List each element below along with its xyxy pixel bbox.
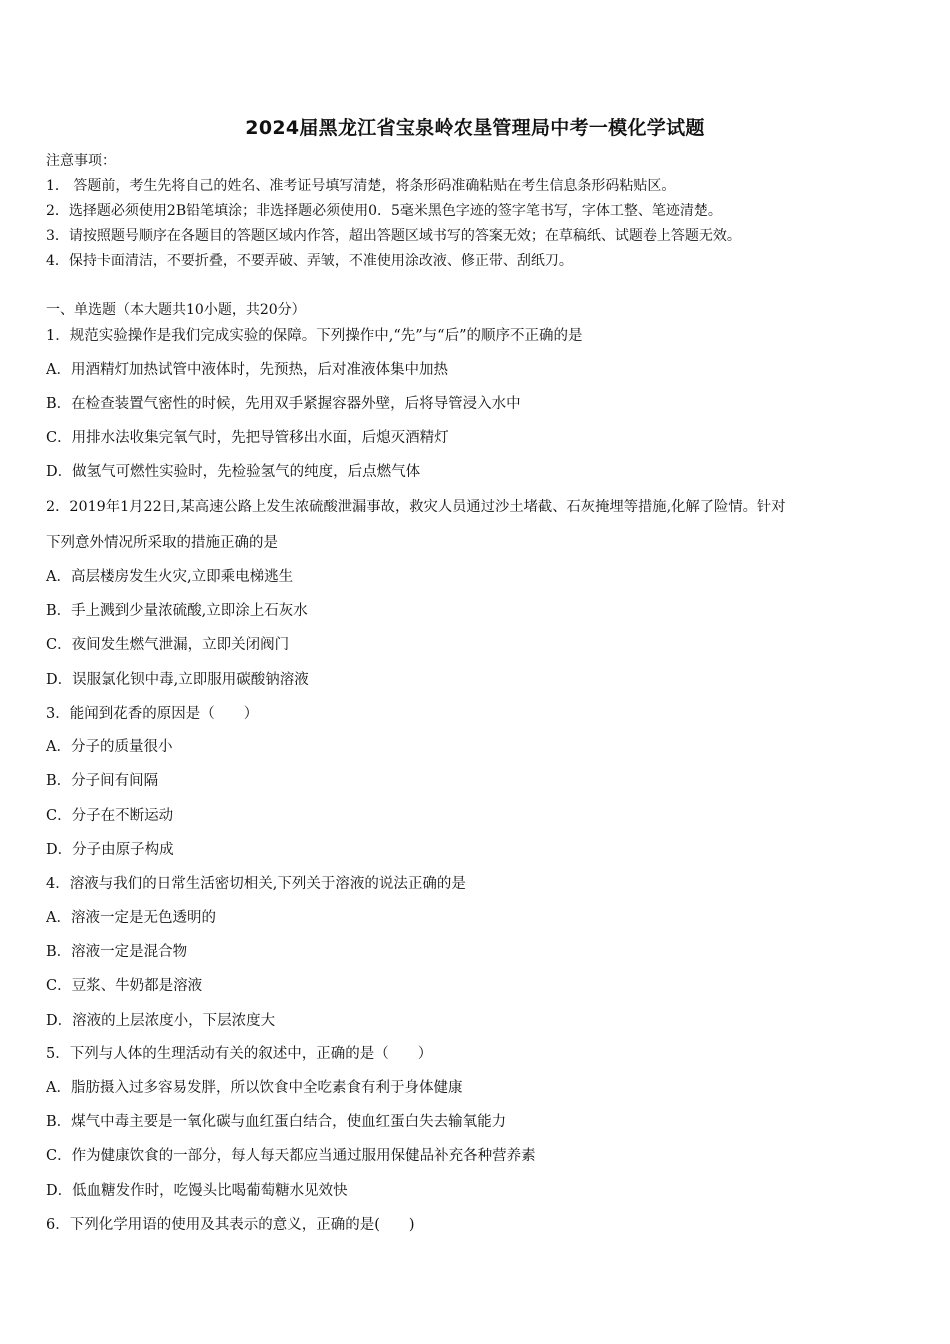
question-2-stem: 2．2019年1月22日,某高速公路上发生浓硫酸泄漏事故，救灾人员通过沙土堵截、石灰掩埋等措施,化解了险情。针对: [46, 499, 786, 515]
question-2-stem-continued: 下列意外情况所采取的措施正确的是: [46, 535, 278, 551]
notice-item-3: 3．请按照题号顺序在各题目的答题区域内作答，超出答题区域书写的答案无效；在草稿纸、试题卷上答题无效。: [46, 228, 741, 244]
question-3-option-a: A．分子的质量很小: [46, 739, 173, 755]
question-2-option-c: C．夜间发生燃气泄漏，立即关闭阀门: [46, 637, 290, 653]
question-6-stem: 6．下列化学用语的使用及其表示的意义，正确的是( ): [46, 1217, 415, 1233]
question-4-option-c: C．豆浆、牛奶都是溶液: [46, 978, 203, 994]
question-4-option-a: A．溶液一定是无色透明的: [46, 910, 216, 926]
question-3-option-c: C．分子在不断运动: [46, 808, 174, 824]
question-2-option-a: A．高层楼房发生火灾,立即乘电梯逃生: [46, 569, 294, 585]
page-title: 2024届黑龙江省宝泉岭农垦管理局中考一模化学试题: [245, 117, 705, 139]
question-3-stem: 3．能闻到花香的原因是（ ）: [46, 706, 259, 722]
question-5-stem: 5．下列与人体的生理活动有关的叙述中，正确的是（ ）: [46, 1046, 433, 1062]
question-2-option-d: D．误服氯化钡中毒,立即服用碳酸钠溶液: [46, 672, 309, 688]
question-1-option-a: A．用酒精灯加热试管中液体时，先预热，后对准液体集中加热: [46, 362, 448, 378]
question-3-option-d: D．分子由原子构成: [46, 842, 174, 858]
question-5-option-d: D．低血糖发作时，吃馒头比喝葡萄糖水见效快: [46, 1183, 348, 1199]
question-4-option-d: D．溶液的上层浓度小，下层浓度大: [46, 1013, 276, 1029]
question-1-option-d: D．做氢气可燃性实验时，先检验氢气的纯度，后点燃气体: [46, 464, 421, 480]
question-1-stem: 1．规范实验操作是我们完成实验的保障。下列操作中,“先”与“后”的顺序不正确的是: [46, 328, 583, 344]
section-heading: 一、单选题（本大题共10小题，共20分）: [46, 302, 306, 318]
question-5-option-c: C．作为健康饮食的一部分，每人每天都应当通过服用保健品补充各种营养素: [46, 1148, 536, 1164]
question-1-option-c: C．用排水法收集完氧气时，先把导管移出水面，后熄灭酒精灯: [46, 430, 449, 446]
notice-item-2: 2．选择题必须使用2B铅笔填涂；非选择题必须使用0．5毫米黑色字迹的签字笔书写，字体工整、笔迹清楚。: [46, 203, 722, 219]
notice-item-1: 1． 答题前，考生先将自己的姓名、准考证号填写清楚，将条形码准确粘贴在考生信息条形码粘贴区。: [46, 178, 676, 194]
question-5-option-b: B．煤气中毒主要是一氧化碳与血红蛋白结合，使血红蛋白失去输氧能力: [46, 1114, 507, 1130]
question-2-option-b: B．手上溅到少量浓硫酸,立即涂上石灰水: [46, 603, 308, 619]
question-3-option-b: B．分子间有间隔: [46, 773, 159, 789]
notice-item-4: 4．保持卡面清洁，不要折叠，不要弄破、弄皱，不准使用涂改液、修正带、刮纸刀。: [46, 253, 573, 269]
question-5-option-a: A．脂肪摄入过多容易发胖，所以饮食中全吃素食有利于身体健康: [46, 1080, 463, 1096]
notice-heading: 注意事项：: [46, 153, 116, 169]
question-4-option-b: B．溶液一定是混合物: [46, 944, 188, 960]
question-1-option-b: B．在检查装置气密性的时候，先用双手紧握容器外壁，后将导管浸入水中: [46, 396, 521, 412]
question-4-stem: 4．溶液与我们的日常生活密切相关,下列关于溶液的说法正确的是: [46, 876, 466, 892]
